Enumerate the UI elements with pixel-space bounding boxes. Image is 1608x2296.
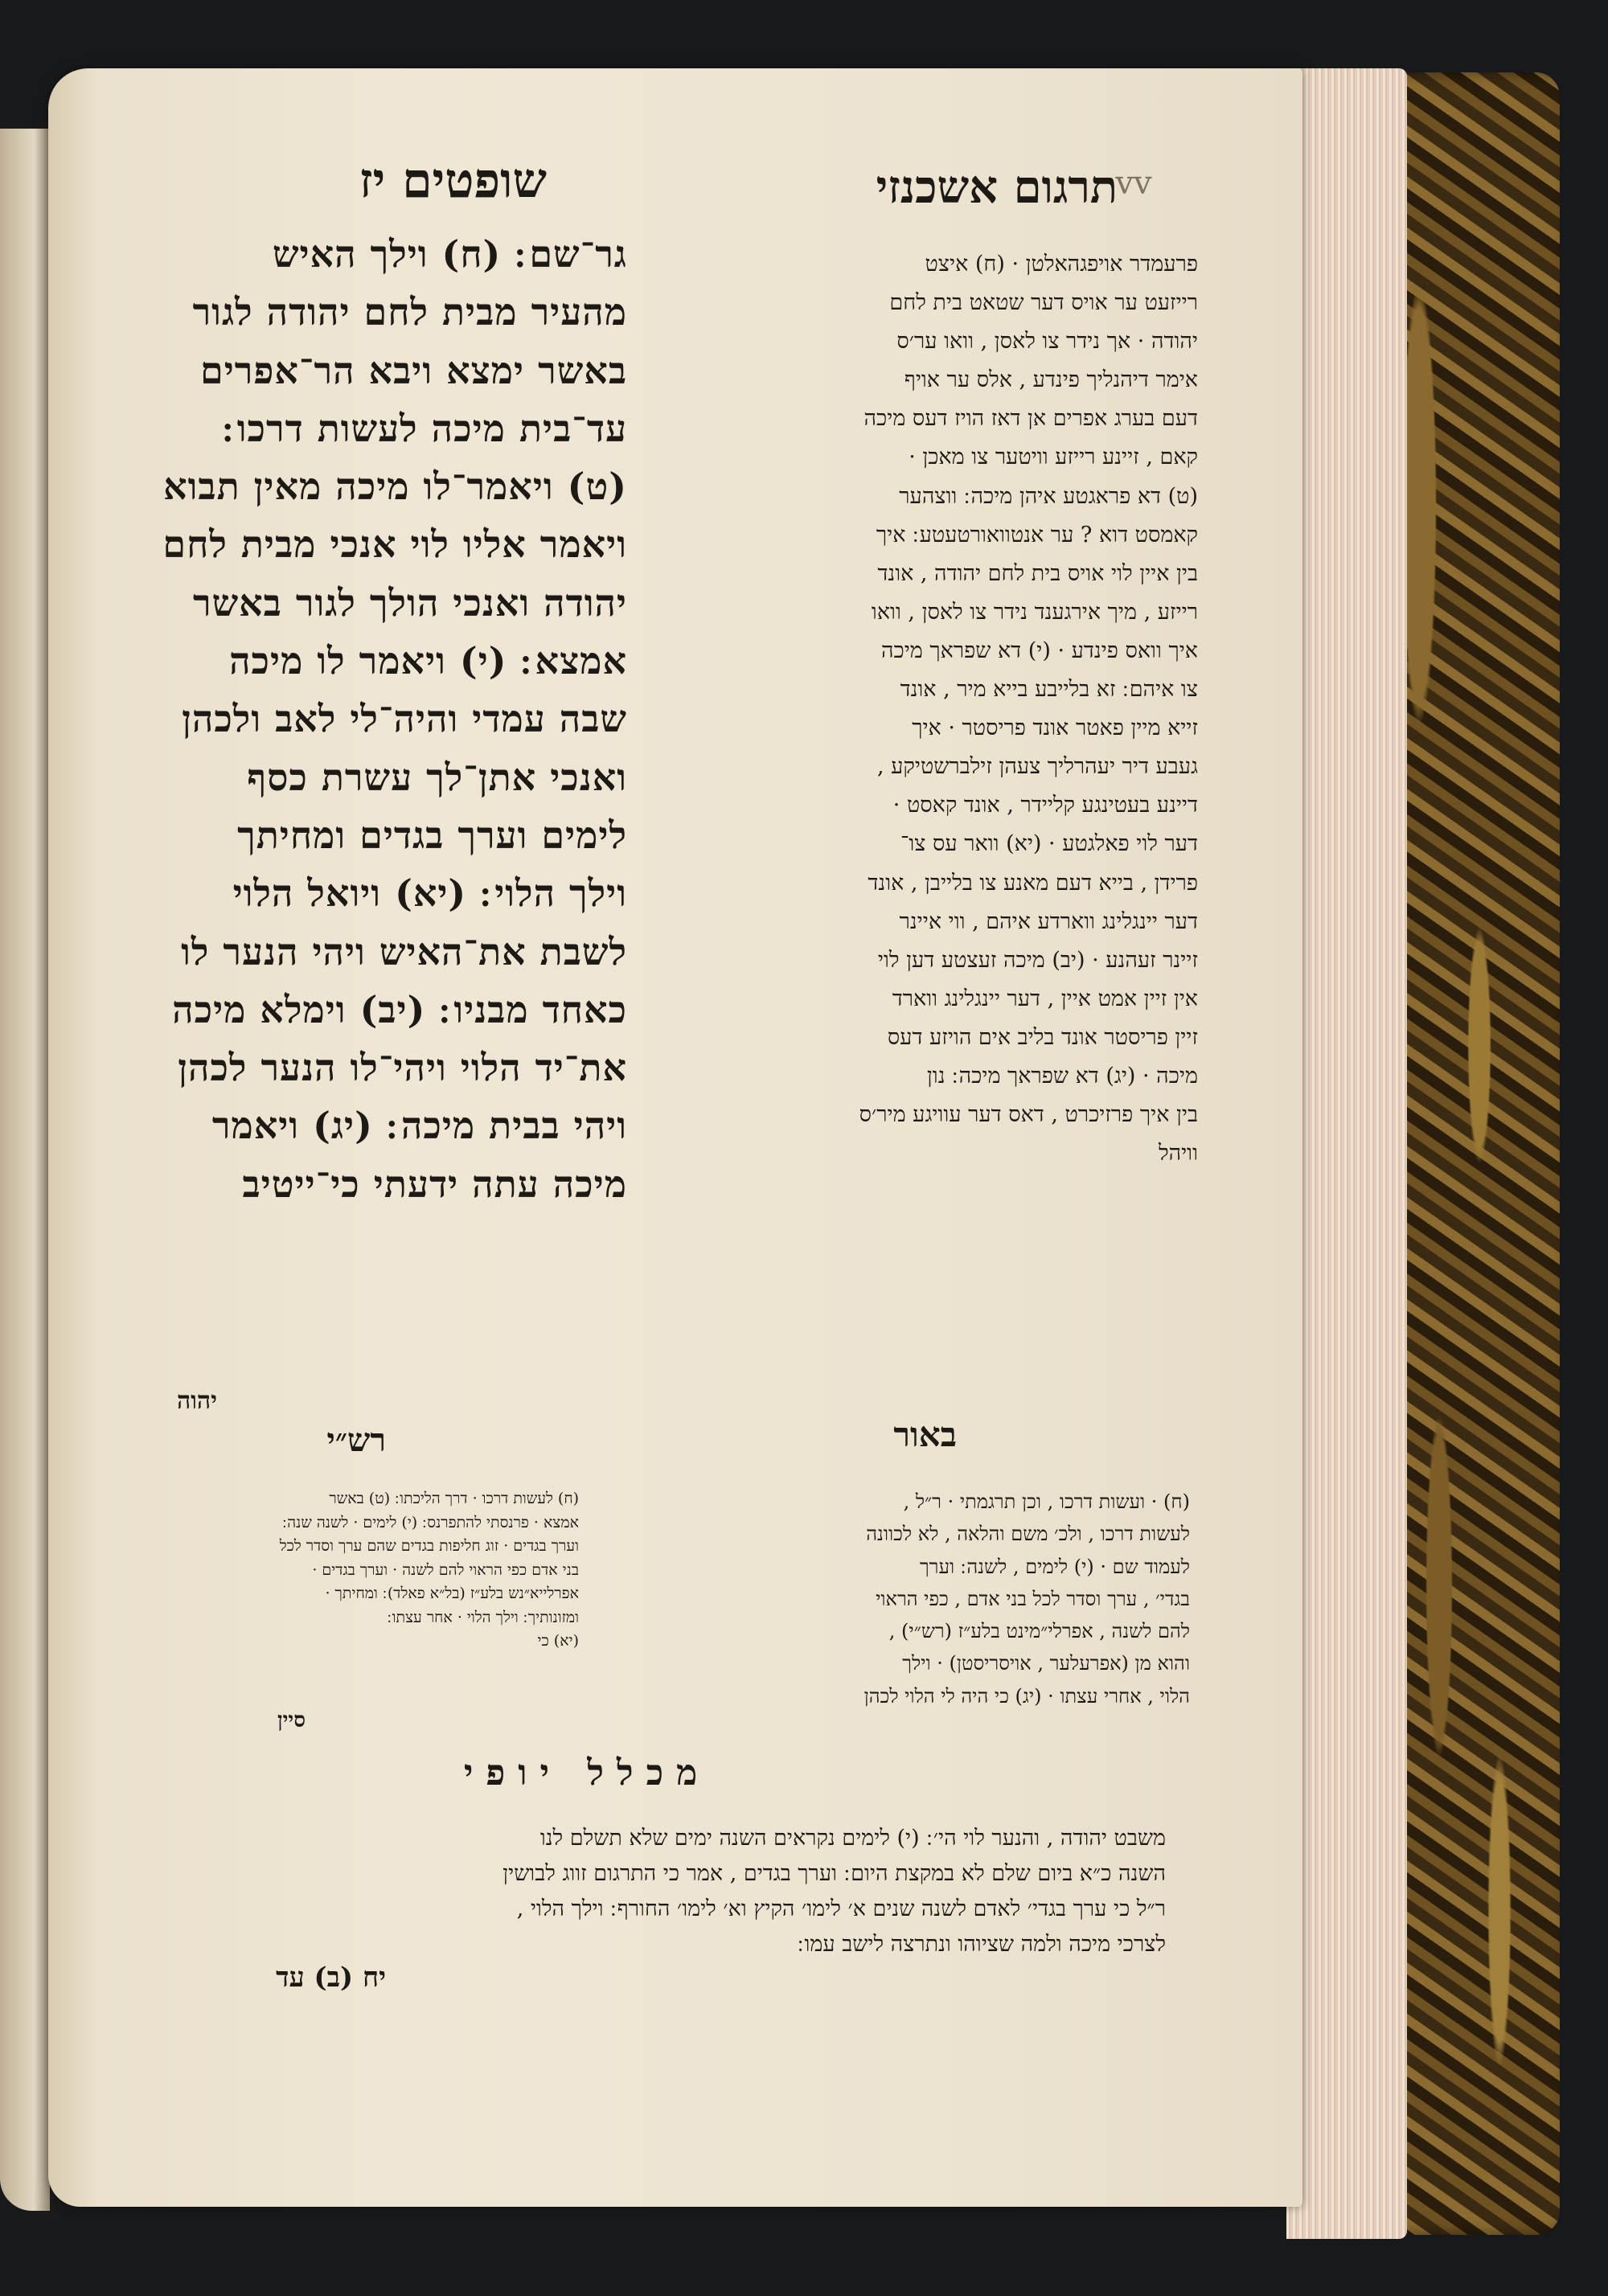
text-line: יהודה ואנכי הולך לגור באשר — [192, 580, 627, 625]
running-head-targum: תרגום אשכנזי — [876, 161, 1118, 214]
text-line: (יא) כי — [537, 1632, 579, 1650]
text-line: לשבת את־האיש ויהי הנער לו — [181, 929, 627, 974]
text-line: וויהל — [1158, 1141, 1198, 1166]
text-line: בין איין לוי אויס בית לחם יהודה , אונד — [877, 560, 1198, 586]
text-line: את־יד הלוי ויהי־לו הנער לכהן — [178, 1046, 627, 1090]
text-line: (ח) לעשות דרכו · דרך הליכתו ׃ (ט) באשר — [329, 1490, 579, 1507]
text-line: פרידן , בייא דעם מאנע צו בלייבן , אונד — [868, 870, 1198, 896]
text-line: פרעמדר אויפגהאלטן · (ח) איצט — [925, 252, 1198, 277]
text-line: צו איהם ׃ זא בלייבע בייא מיר , אונד — [900, 677, 1198, 703]
text-line: לצרכי מיכה ולמה שציוהו ונתרצה לישב עמו ׃ — [797, 1932, 1166, 1957]
text-line: שבה עמדי והיה־לי לאב ולכהן — [182, 697, 627, 741]
text-line: געבע דיר יעהרליך צעהן זילברשטיקע , — [876, 754, 1198, 780]
rashi-heading: רש״י — [326, 1421, 386, 1459]
text-line: ואנכי אתן־לך עשרת כסף — [247, 755, 627, 799]
text-line: באשר ימצא ויבא הר־אפרים — [200, 348, 627, 392]
rashi-commentary — [64, 1487, 579, 1654]
text-line: ומזונותיך ׃ וילך הלוי · אחר עצתו ׃ — [387, 1608, 579, 1626]
text-line: אפרלייא״נש בלע״ז (בל״א פאלד) ׃ ומחיתך · — [325, 1585, 579, 1602]
text-line: איך וואס פינדע · (י) דא שפראך מיכה — [881, 638, 1198, 663]
text-line: אימר דיהנליך פינדע , אלס ער אויף — [904, 367, 1198, 393]
text-line: עד־בית מיכה לעשות דרכו ׃ — [222, 406, 627, 450]
text-line: ר״ל כי ערך בגדי׳ לאדם לשנה שנים א׳ לימו׳ הקיץ וא׳ לימו׳ החורף ׃ וילך הלוי , — [516, 1896, 1166, 1921]
text-line: קאם , זיינע רייזע וויטער צו מאכן · — [909, 445, 1198, 470]
text-line: משבט יהודה , והנער לוי הי׳ ׃ (י) לימים נקראים השנה ימים שלא תשלם לנו — [539, 1826, 1166, 1851]
text-line: מיכה עתה ידעתי כי־ייטיב — [242, 1162, 627, 1206]
text-line: קאמסט דוא ? ער אנטוואורטעטע ׃ איך — [876, 522, 1198, 547]
text-line: והוא מן (אפרעלער , אויסריסטן) · וילך — [902, 1652, 1190, 1675]
text-line: אמצא ׃ (י) ויאמר לו מיכה — [229, 639, 627, 683]
text-line: מהעיר מבית לחם יהודה לגור — [192, 290, 627, 334]
text-line: (ח) · ועשות דרכו , וכן תרגמתי · ר״ל , — [903, 1490, 1190, 1513]
biur-heading: באור — [893, 1415, 957, 1454]
text-line: דיינע בעטינגע קליידר , אונד קאסט · — [892, 793, 1198, 818]
text-line: יהודה · אך נידר צו לאסן , וואו ער׳ס — [896, 329, 1198, 355]
text-line: לעשות דרכו , ולכ׳ משם והלאה , לא לכוונה — [866, 1523, 1190, 1546]
text-line: (ט) דא פראגטע איהן מיכה ׃ ווצהער — [899, 483, 1198, 509]
targum-text-column — [635, 245, 1198, 1173]
text-line: וילך הלוי ׃ (יא) ויואל הלוי — [232, 871, 627, 916]
text-line: להם לשנה , אפרלי״מינט בלע״ז (רש״י) , — [888, 1620, 1190, 1643]
text-line: (ט) ויאמר־לו מיכה מאין תבוא — [163, 465, 627, 509]
text-line: רייזע , מיך אירגענד נידר צו לאסן , וואו — [871, 599, 1198, 625]
text-line: דעם בערג אפרים אן דאז הויז דעס מיכה — [863, 406, 1198, 432]
text-line: גר־שם ׃ (ח) וילך האיש — [272, 232, 627, 276]
mikhlal-yofi-heading: מכלל יופי — [463, 1753, 711, 1794]
page-marker: vv — [1115, 165, 1152, 202]
text-line: זייא מיין פאטר אונד פריסטר · איך — [912, 715, 1198, 741]
text-line: בני אדם כפי הראוי להם לשנה · וערך בגדים · — [312, 1560, 579, 1579]
text-line: זיינר זעהנע · (יב) מיכה זעצטע דען לוי — [877, 947, 1198, 973]
text-line: ויהי בבית מיכה ׃ (יג) ויאמר — [211, 1104, 627, 1148]
text-line: אמצא · פרנסתי להתפרנס ׃ (י) לימים · לשנה שנה ׃ — [282, 1513, 579, 1531]
text-line: אין זיין אמט איין , דער יינגלינג ווארד — [892, 986, 1198, 1011]
rashi-catchword: סיין — [277, 1708, 306, 1732]
text-line: בגדי׳ , ערך וסדר לכל בני אדם , כפי הראוי — [876, 1587, 1190, 1610]
text-line: דער יינגלינג ווארדע איהם , ווי איינר — [899, 908, 1198, 934]
biur-commentary — [627, 1486, 1190, 1712]
text-line: בין איך פרזיכרט , דאס דער עוויגע מיר׳ס — [859, 1102, 1198, 1128]
text-line: ויאמר אליו לוי אנכי מבית לחם — [162, 523, 627, 567]
running-head-book: שופטים יז — [359, 153, 547, 209]
page-edges — [1286, 68, 1407, 2239]
signature-mark: יח (ב) עד — [276, 1962, 386, 1994]
mikhlal-yofi-commentary — [56, 1821, 1166, 1962]
text-line: וערך בגדים · זוג חליפות בגדים שהם ערך וסדר לכל — [279, 1537, 579, 1555]
text-line: מיכה · (יג) דא שפראך מיכה ׃ נון — [926, 1063, 1198, 1089]
text-line: כאחד מבניו ׃ (יב) וימלא מיכה — [172, 987, 627, 1031]
text-line: לימים וערך בגדים ומחיתך — [237, 813, 627, 857]
text-line: לעמוד שם · (י) לימים , לשנה ׃ וערך — [919, 1555, 1190, 1578]
catchword: יהוה — [176, 1387, 217, 1415]
text-line: רייזעט ער אויס דער שטאט בית לחם — [889, 290, 1198, 316]
hebrew-text-column — [88, 225, 627, 1213]
text-line: השנה כ״א ביום שלם לא במקצת היום ׃ וערך בגדים , אמר כי התרגום זווג לבושין — [503, 1861, 1166, 1886]
text-line: זיין פריסטר אונד בליב אים הויזע דעס — [887, 1024, 1198, 1050]
text-line: הלוי , אחרי עצתו · (יג) כי היה לי הלוי לכהן — [863, 1684, 1190, 1708]
text-line: דער לוי פאלגטע · (יא) וואר עס צו־ — [900, 831, 1198, 857]
